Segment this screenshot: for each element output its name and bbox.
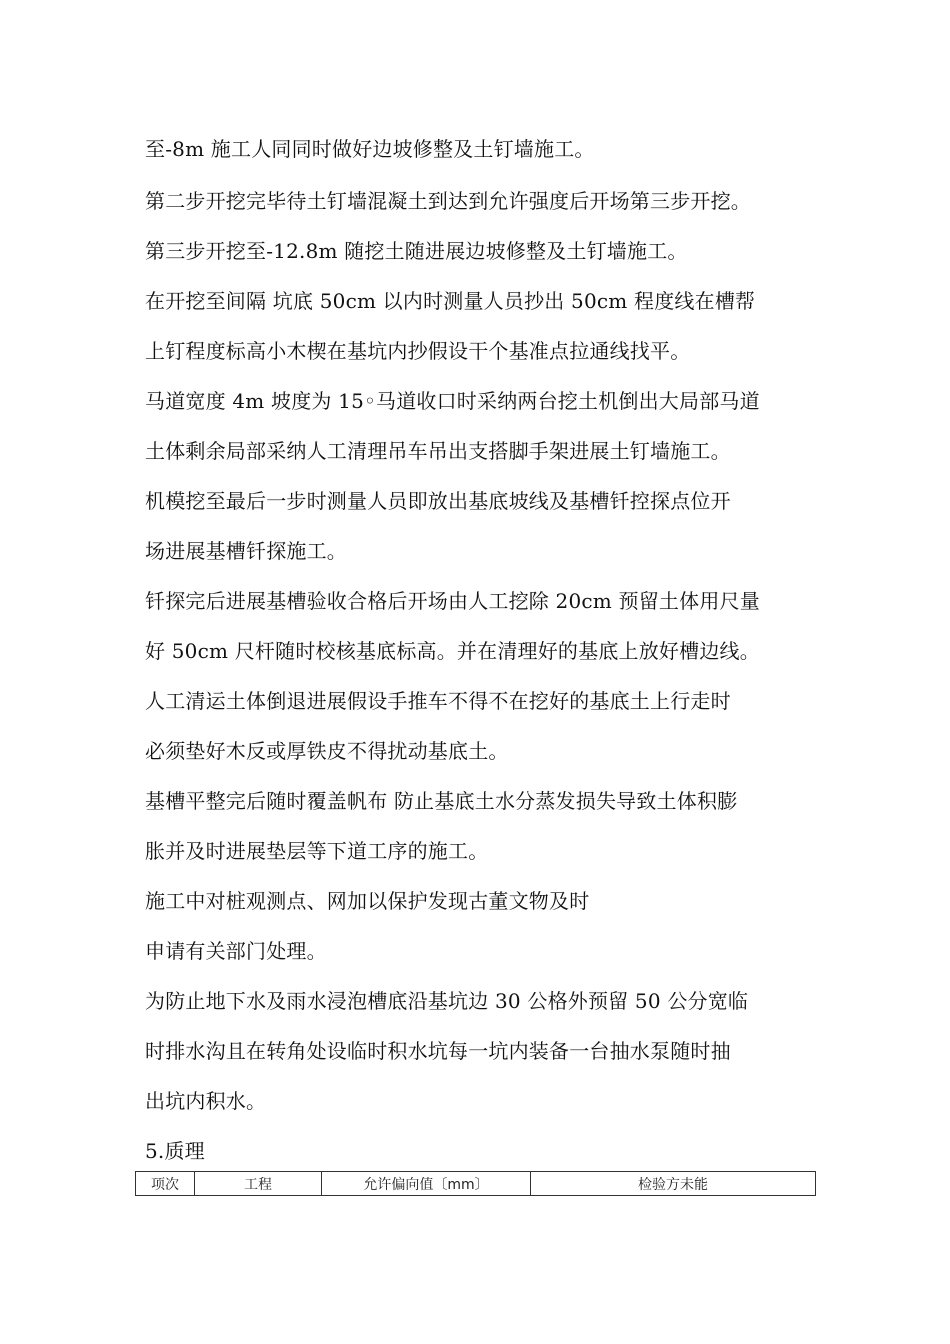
text-line: 第二步开挖完毕待土钉墙混凝土到达到允许强度后开场第三步开挖。 — [145, 189, 751, 213]
text-line: 胀并及时进展垫层等下道工序的施工。 — [145, 839, 489, 863]
table-header-cell: 工程 — [195, 1172, 322, 1196]
text-line: 场进展基槽钎探施工。 — [145, 539, 347, 563]
section-heading: 5.质理 — [145, 1139, 205, 1163]
text-line: 上钉程度标高小木楔在基坑内抄假设干个基准点拉通线找平。 — [145, 339, 691, 363]
text-line: 为防止地下水及雨水浸泡槽底沿基坑边 30 公格外预留 50 公分宽临 — [145, 989, 749, 1013]
text-line: 必须垫好木反或厚铁皮不得扰动基底土。 — [145, 739, 509, 763]
text-line: 出坑内积水。 — [145, 1089, 267, 1113]
text-line: 时排水沟且在转角处设临时积水坑每一坑内装备一台抽水泵随时抽 — [145, 1039, 731, 1063]
text-line: 在开挖至间隔 坑底 50cm 以内时测量人员抄出 50cm 程度线在槽帮 — [145, 289, 756, 313]
table-header-row — [136, 1172, 816, 1196]
table-header-cell: 项次 — [136, 1172, 195, 1196]
text-line: 申请有关部门处理。 — [145, 939, 327, 963]
text-line: 钎探完后进展基槽验收合格后开场由人工挖除 20cm 预留土体用尺量 — [145, 589, 760, 613]
text-line: 第三步开挖至-12.8m 随挖土随进展边坡修整及土钉墙施工。 — [145, 239, 688, 263]
spec-table — [135, 1171, 816, 1196]
text-line: 好 50cm 尺杆随时校核基底标高。并在清理好的基底上放好槽边线。 — [145, 639, 760, 663]
text-line: 人工清运土体倒退进展假设手推车不得不在挖好的基底土上行走时 — [145, 689, 731, 713]
table-header-cell: 检验方未能 — [531, 1172, 816, 1196]
text-line: 基槽平整完后随时覆盖帆布 防止基底土水分蒸发损失导致土体积膨 — [145, 789, 738, 813]
text-line: 至-8m 施工人同同时做好边坡修整及土钉墙施工。 — [145, 137, 595, 161]
table-header-cell: 允许偏向值〔mm〕 — [322, 1172, 531, 1196]
text-line: 马道宽度 4m 坡度为 15◦马道收口时采纳两台挖土机倒出大局部马道 — [145, 389, 760, 413]
text-line: 机模挖至最后一步时测量人员即放出基底坡线及基槽钎控探点位开 — [145, 489, 731, 513]
text-line: 土体剩余局部采纳人工清理吊车吊出支搭脚手架进展土钉墙施工。 — [145, 439, 731, 463]
text-line: 施工中对桩观测点、网加以保护发现古董文物及时 — [145, 889, 590, 913]
